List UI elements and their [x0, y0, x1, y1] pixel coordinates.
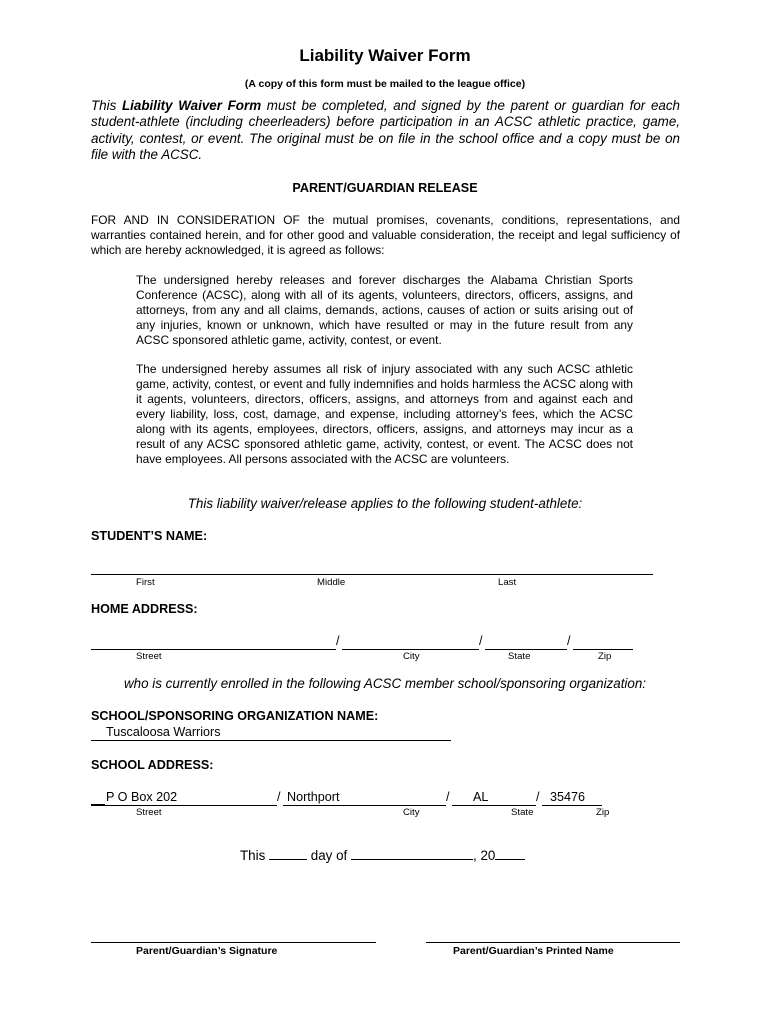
home-state-line[interactable]: [485, 649, 567, 650]
home-address-label: HOME ADDRESS:: [91, 602, 198, 616]
consideration-paragraph: FOR AND IN CONSIDERATION OF the mutual promises, covenants, conditions, representations, and warranties contained herein, and for other good and valuable consideration, the receipt and legal sufficiency of which are hereby acknowledged, it is agreed as follows:: [91, 213, 680, 257]
school-name-value: Tuscaloosa Warriors: [106, 725, 221, 739]
school-zip-value: 35476: [550, 790, 586, 804]
home-city-line[interactable]: [342, 649, 479, 650]
form-subtitle: (A copy of this form must be mailed to the league office): [244, 78, 526, 90]
month-blank[interactable]: [351, 847, 473, 860]
section-heading: PARENT/GUARDIAN RELEASE: [292, 181, 478, 195]
date-day-of-text: day of: [310, 848, 348, 863]
year-blank[interactable]: [495, 847, 525, 860]
school-city-value: Northport: [287, 790, 340, 804]
separator-slash: /: [536, 790, 540, 804]
school-address-label: SCHOOL ADDRESS:: [91, 758, 214, 772]
date-line: [240, 847, 525, 863]
date-year-prefix: , 20: [473, 848, 496, 863]
city-label: City: [403, 651, 420, 662]
assumption-clause: The undersigned hereby assumes all risk of injury associated with any such ACSC athletic game, activity, contest, or event and fully indemnifies and holds harmless the ACSC along with it agents, volunteers, directors, officers, assigns, and attorneys from and against each and every liability, loss, cost, damage, and expense, including attorney’s fees, which the ACSC along with its agents, employees, directors, officers, assigns, and attorneys may incur as a result of any ACSC sponsored athletic game, activity, contest, or event. The ACSC does not have employees. All persons associated with the ACSC are volunteers.: [136, 362, 633, 466]
school-name-line[interactable]: [91, 740, 451, 741]
separator-slash: /: [277, 790, 281, 804]
state-label: State: [511, 807, 534, 818]
school-name-label: SCHOOL/SPONSORING ORGANIZATION NAME:: [91, 709, 379, 723]
home-street-line[interactable]: [91, 649, 336, 650]
applies-to-text: This liability waiver/release applies to the following student-athlete:: [187, 496, 583, 511]
printed-name-label: Parent/Guardian’s Printed Name: [453, 945, 614, 957]
school-state-value: AL: [473, 790, 489, 804]
zip-label: Zip: [596, 807, 610, 818]
separator-slash: /: [336, 634, 340, 648]
enrolled-text: who is currently enrolled in the following ACSC member school/sponsoring organization:: [124, 676, 646, 691]
school-state-line[interactable]: [452, 805, 536, 806]
student-name-line[interactable]: [91, 574, 653, 575]
school-street-line[interactable]: [91, 805, 277, 806]
signature-label: Parent/Guardian’s Signature: [136, 945, 278, 957]
school-street-line-lead: [91, 804, 105, 806]
last-label: Last: [498, 577, 517, 588]
intro-paragraph: [91, 98, 680, 163]
zip-label: Zip: [598, 651, 612, 662]
middle-label: Middle: [317, 577, 346, 588]
school-city-line[interactable]: [283, 805, 446, 806]
intro-bold: Liability Waiver Form: [121, 98, 262, 113]
first-label: First: [136, 577, 155, 588]
printed-name-line[interactable]: [426, 942, 680, 943]
home-zip-line[interactable]: [573, 649, 633, 650]
form-title: Liability Waiver Form: [299, 46, 471, 65]
date-this-text: This: [240, 848, 266, 863]
separator-slash: /: [567, 634, 571, 648]
city-label: City: [403, 807, 420, 818]
school-street-value: P O Box 202: [106, 790, 178, 804]
street-label: Street: [136, 651, 162, 662]
student-name-label: STUDENT’S NAME:: [91, 529, 208, 543]
signature-line[interactable]: [91, 942, 376, 943]
separator-slash: /: [479, 634, 483, 648]
intro-rest: must be completed, and signed by the parent or guardian for each student-athlete (including cheerleaders) before participation in an ACSC athletic practice, game, activity, contest, or event. The original must be on file in the school office and a copy must be on file with the ACSC.: [91, 98, 680, 162]
day-blank[interactable]: [269, 847, 307, 860]
street-label: Street: [136, 807, 162, 818]
release-clause: The undersigned hereby releases and forever discharges the Alabama Christian Sports Conference (ACSC), along with all of its agents, volunteers, directors, officers, assigns, and attorneys, from any and all claims, demands, actions, causes of action or suits arising out of any injuries, known or unknown, which have resulted or may in the future result from any ACSC sponsored athletic game, activity, contest, or event.: [136, 273, 633, 347]
school-zip-line[interactable]: [542, 805, 602, 806]
state-label: State: [508, 651, 531, 662]
intro-prefix: This: [91, 98, 122, 113]
separator-slash: /: [446, 790, 450, 804]
